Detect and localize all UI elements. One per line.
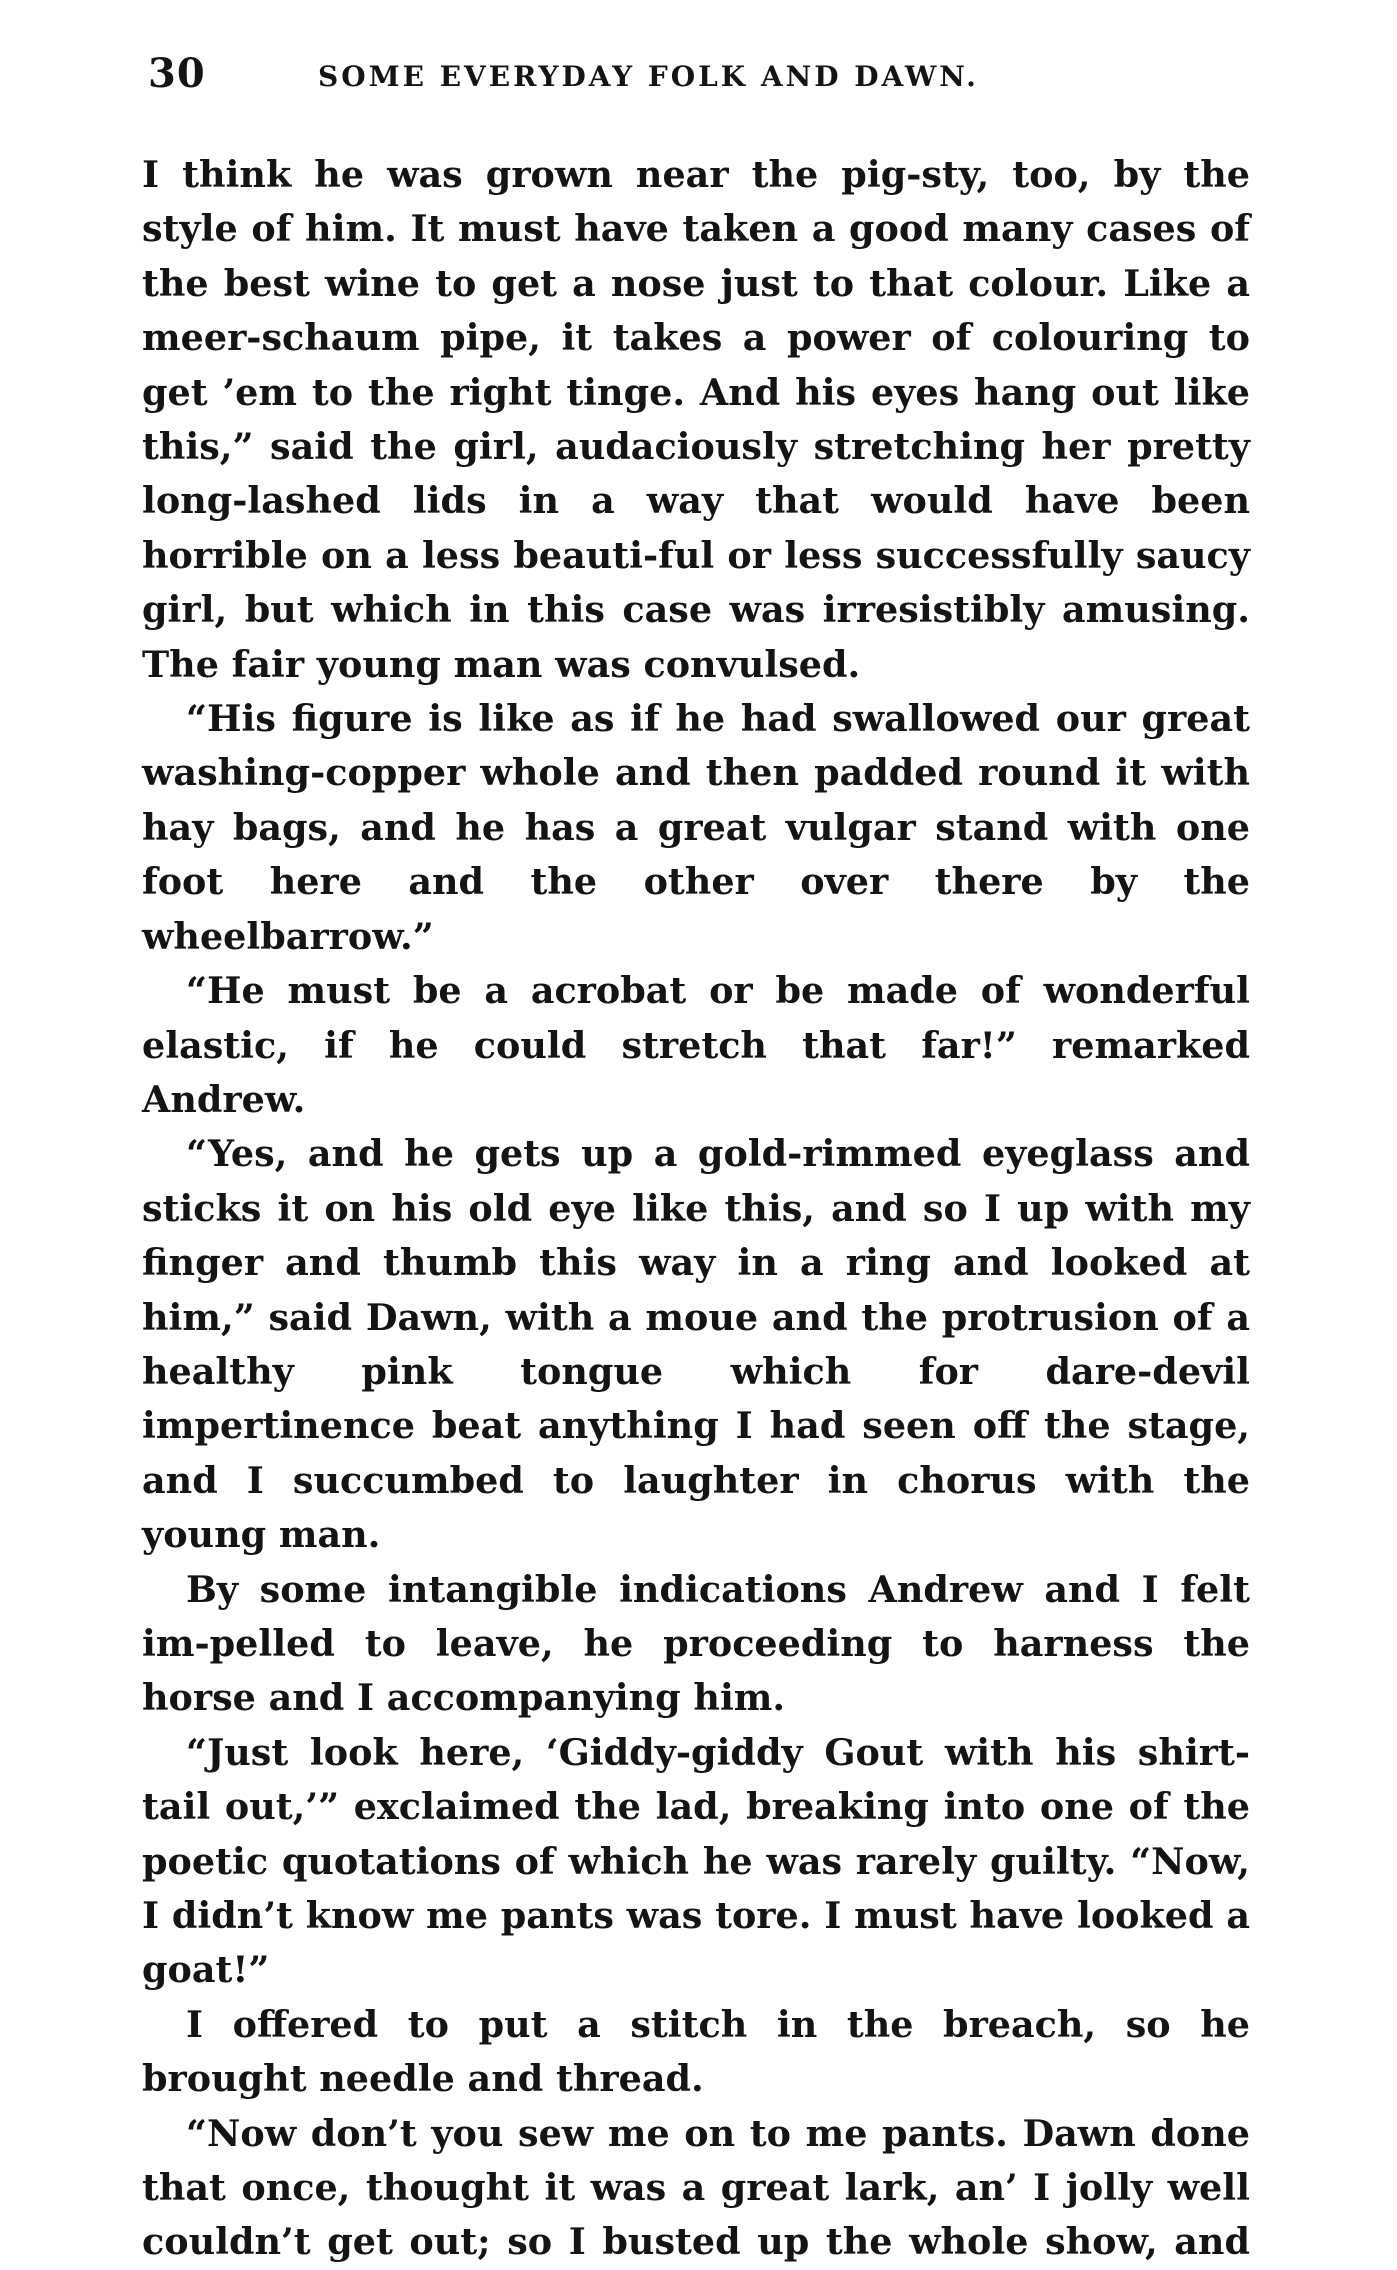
paragraph: By some intangible indications Andrew and I felt im-pelled to leave, he proceeding to harness the horse and I accompanying him. (142, 1567, 1250, 1720)
running-head (140, 50, 1260, 110)
paragraph-continued: I think he was grown near the pig-sty, too, by the style of him. It must have taken a good many cases of the best wine to get a nose just to that colour. Like a meer-schaum pipe, it takes a power of colouring to get ’em to the right tinge. And his eyes hang out like this,” said the girl, audaciously stretching her pretty long-lashed lids in a way that would have been horrible on a less beauti-ful or less successfully saucy girl, but which in this case was irresistibly amusing. The fair young man was convulsed. (142, 153, 1250, 686)
paragraph: “Just look here, ‘Giddy-giddy Gout with his shirt-tail out,’” exclaimed the lad, breaking into one of the poetic quotations of which he was rarely guilty. “Now, I didn’t know me pants was tore. I must have looked a goat!” (142, 1730, 1250, 1992)
paragraph: I offered to put a stitch in the breach, so he brought needle and thread. (142, 2002, 1250, 2101)
body-text (142, 148, 1250, 2270)
paragraph-continues: “Now don’t you sew me on to me pants. Dawn done that once, thought it was a great lark, an’ I jolly well couldn’t get out; so I busted up the whole show, and (142, 2111, 1250, 2264)
paragraph: “Yes, and he gets up a gold-rimmed eyeglass and sticks it on his old eye like this, and so I up with my finger and thumb this way in a ring and looked at him,” said Dawn, with a moue and the protrusion of a healthy pink tongue which for dare-devil impertinence beat anything I had seen off the stage, and I succumbed to laughter in chorus with the young man. (142, 1132, 1250, 1557)
paragraph: “He must be a acrobat or be made of wonderful elastic, if he could stretch that far!” remarked Andrew. (142, 969, 1250, 1121)
book-title: SOME EVERYDAY FOLK AND DAWN. (318, 60, 979, 93)
paragraph: “His figure is like as if he had swallowed our great washing-copper whole and then padded round it with hay bags, and he has a great vulgar stand with one foot here and the other over there by the wheelbarrow.” (142, 697, 1250, 958)
page-number: 30 (148, 50, 206, 97)
